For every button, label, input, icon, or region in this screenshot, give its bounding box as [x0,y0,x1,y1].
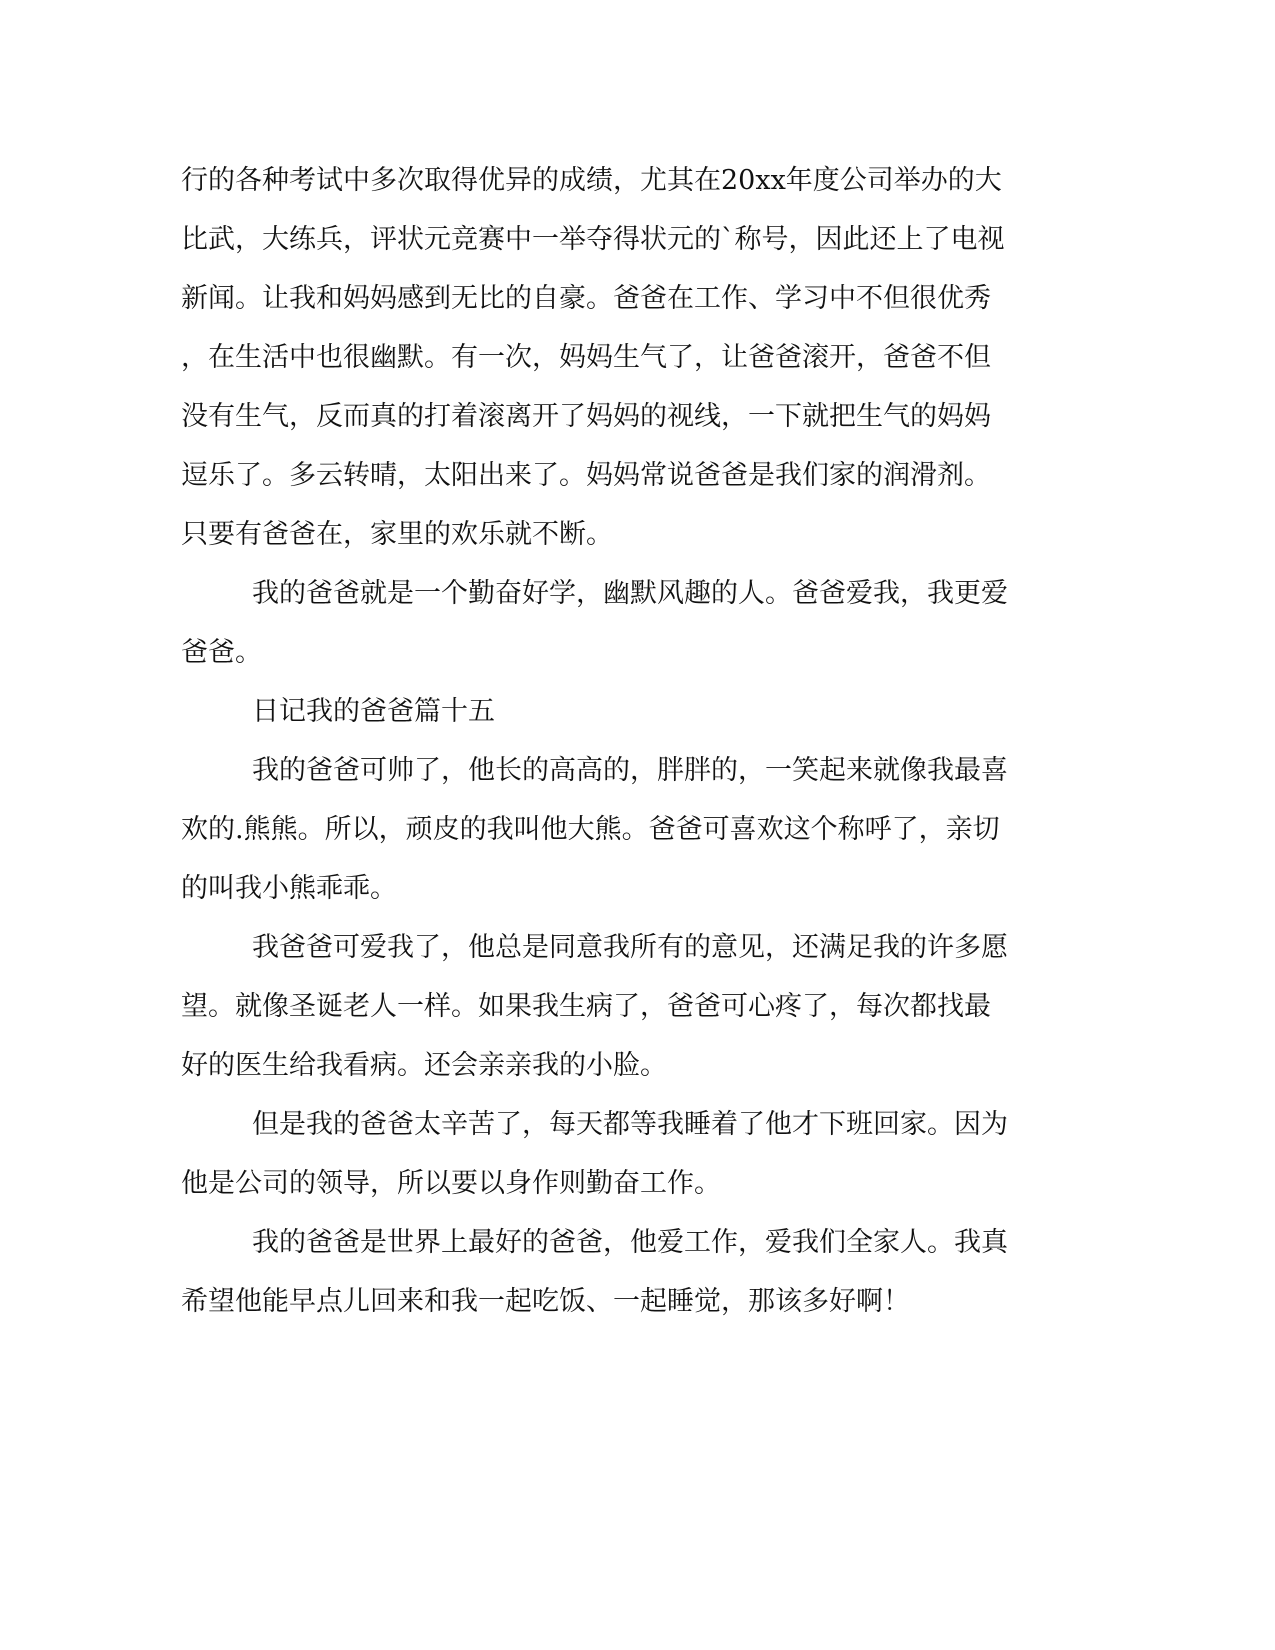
text-line-5: 没有生气，反而真的打着滚离开了妈妈的视线，一下就把生气的妈妈 [181,401,991,432]
text-line-18: 他是公司的领导，所以要以身作则勤奋工作。 [181,1168,721,1199]
text-line-12: 欢的.熊熊。所以，顽皮的我叫他大熊。爸爸可喜欢这个称呼了，亲切 [181,814,1000,845]
section-heading: 日记我的爸爸篇十五 [252,696,495,727]
text-line-3: 新闻。让我和妈妈感到无比的自豪。爸爸在工作、学习中不但很优秀 [181,283,991,314]
text-line-7: 只要有爸爸在，家里的欢乐就不断。 [181,519,613,550]
text-line-16: 好的医生给我看病。还会亲亲我的小脸。 [181,1050,667,1081]
text-line-9: 爸爸。 [181,637,262,668]
text-line-11: 我的爸爸可帅了，他长的高高的，胖胖的，一笑起来就像我最喜 [252,755,1008,786]
text-line-2: 比武，大练兵，评状元竞赛中一举夺得状元的`称号，因此还上了电视 [181,224,1005,255]
text-line-8: 我的爸爸就是一个勤奋好学，幽默风趣的人。爸爸爱我，我更爱 [252,578,1008,609]
text-line-13: 的叫我小熊乖乖。 [181,873,397,904]
text-line-15: 望。就像圣诞老人一样。如果我生病了，爸爸可心疼了，每次都找最 [181,991,991,1022]
text-line-17: 但是我的爸爸太辛苦了，每天都等我睡着了他才下班回家。因为 [252,1109,1008,1140]
text-line-19: 我的爸爸是世界上最好的爸爸，他爱工作，爱我们全家人。我真 [252,1227,1008,1258]
text-line-6: 逗乐了。多云转晴，太阳出来了。妈妈常说爸爸是我们家的润滑剂。 [181,460,991,491]
text-line-14: 我爸爸可爱我了，他总是同意我所有的意见，还满足我的许多愿 [252,932,1008,963]
text-line-20: 希望他能早点儿回来和我一起吃饭、一起睡觉，那该多好啊！ [181,1286,910,1317]
text-line-4: ，在生活中也很幽默。有一次，妈妈生气了，让爸爸滚开，爸爸不但 [181,342,991,373]
text-line-1: 行的各种考试中多次取得优异的成绩，尤其在20xx年度公司举办的大 [181,165,1002,196]
